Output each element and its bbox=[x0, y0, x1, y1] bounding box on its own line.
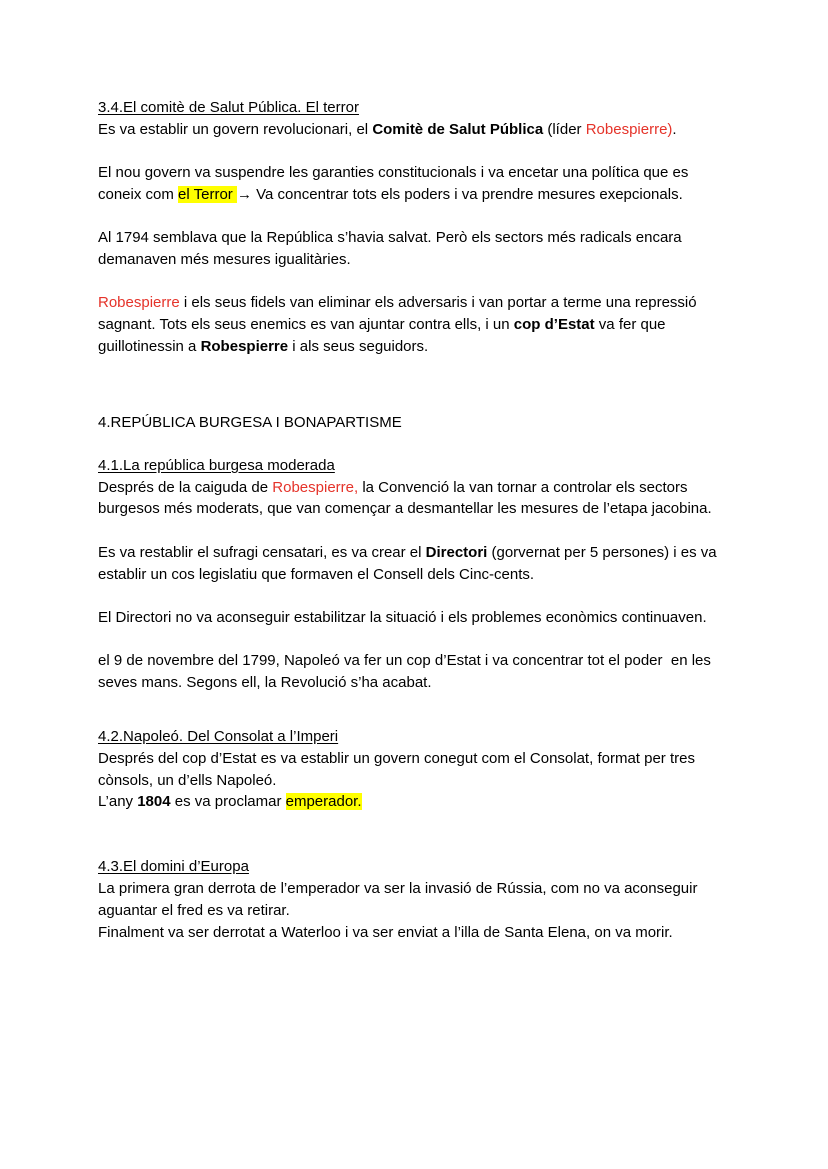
underlined-heading-text: 4.1.La república burgesa moderada bbox=[98, 457, 335, 475]
paragraph bbox=[98, 162, 731, 205]
text-run: El nou govern va suspendre les garanties constitucionals i va encetar una política que es coneix com bbox=[98, 164, 693, 203]
text-run: Al 1794 semblava que la República s’havia salvat. Però els sectors més radicals encara demanaven més mesures igualitàries. bbox=[98, 229, 686, 268]
text-run: Es va establir un govern revolucionari, el bbox=[98, 120, 373, 138]
underlined-heading-text: 4.3.El domini d’Europa bbox=[98, 858, 249, 876]
text-run: el 9 de novembre del 1799, Napoleó va fer un cop d’Estat i va concentrar tot el poder en les seves mans. Segons ell, la Revolució s’ha acabat. bbox=[98, 652, 716, 692]
bold-text-run: cop d’Estat bbox=[513, 315, 595, 333]
underlined-heading-text: 4.2.Napoleó. Del Consolat a l’Imperi bbox=[98, 728, 339, 746]
underlined-heading-text: 3.4.El comitè de Salut Pública. El terror bbox=[98, 99, 359, 116]
paragraph bbox=[98, 791, 731, 813]
text-run: es va proclamar bbox=[170, 793, 286, 811]
paragraph bbox=[98, 477, 731, 520]
highlighted-text-run: emperador. bbox=[285, 793, 362, 811]
text-run: (líder bbox=[543, 120, 586, 138]
text-run: Després de la caiguda de bbox=[98, 478, 273, 496]
document-body bbox=[98, 97, 731, 943]
paragraph bbox=[98, 650, 731, 693]
bold-text-run: 1804 bbox=[137, 793, 171, 811]
paragraph bbox=[98, 878, 731, 921]
sub-heading bbox=[98, 856, 731, 878]
text-run: Després del cop d’Estat es va establir un govern conegut com el Consolat, format per tres cònsols, un d’ells Napoleó. bbox=[98, 749, 700, 789]
red-text-run: Robespierre) bbox=[585, 120, 673, 138]
text-run: va fer que guillotinessin a bbox=[98, 315, 670, 355]
text-run: Es va restablir el sufragi censatari, es va crear el bbox=[98, 543, 426, 561]
paragraph bbox=[98, 292, 731, 357]
sub-heading bbox=[98, 455, 731, 477]
text-run: El Directori no va aconseguir estabilitzar la situació i els problemes econòmics continuaven. bbox=[98, 608, 707, 626]
text-run: . bbox=[672, 120, 677, 138]
bold-text-run: Comitè de Salut Pública bbox=[372, 120, 544, 138]
bold-text-run: Directori bbox=[425, 543, 488, 561]
sub-heading bbox=[98, 726, 731, 748]
text-run: i als seus seguidors. bbox=[288, 337, 429, 355]
paragraph bbox=[98, 119, 731, 141]
text-run: → Va concentrar tots els poders i va prendre mesures exepcionals. bbox=[236, 185, 683, 203]
text-run: (gorvernat per 5 persones) i es va establir un cos legislatiu que formaven el Consell dels Cinc-cents. bbox=[98, 543, 721, 583]
text-run: La primera gran derrota de l’emperador va ser la invasió de Rússia, com no va aconseguir aguantar el fred es va retirar. bbox=[98, 880, 702, 919]
sub-heading bbox=[98, 97, 731, 119]
paragraph bbox=[98, 922, 731, 944]
text-run: i els seus fidels van eliminar els adversaris i van portar a terme una repressió sagnant. Tots els seus enemics es van ajuntar contra ells, i un bbox=[98, 294, 701, 333]
paragraph bbox=[98, 227, 731, 270]
bold-text-run: Robespierre bbox=[200, 337, 289, 355]
section-heading bbox=[98, 412, 731, 434]
red-text-run: Robespierre bbox=[98, 294, 180, 312]
highlighted-text-run: el Terror bbox=[178, 185, 237, 203]
text-run: L’any bbox=[98, 793, 138, 811]
red-text-run: Robespierre, bbox=[272, 478, 359, 496]
text-run: la Convenció la van tornar a controlar els sectors burgesos més moderats, que van començar a desmantellar les mesures de l’etapa jacobina. bbox=[98, 478, 712, 518]
paragraph bbox=[98, 607, 731, 629]
text-run: 4.REPÚBLICA BURGESA I BONAPARTISME bbox=[98, 413, 402, 431]
paragraph bbox=[98, 748, 731, 791]
text-run: Finalment va ser derrotat a Waterloo i va ser enviat a l’illa de Santa Elena, on va morir. bbox=[98, 923, 673, 941]
paragraph bbox=[98, 542, 731, 585]
